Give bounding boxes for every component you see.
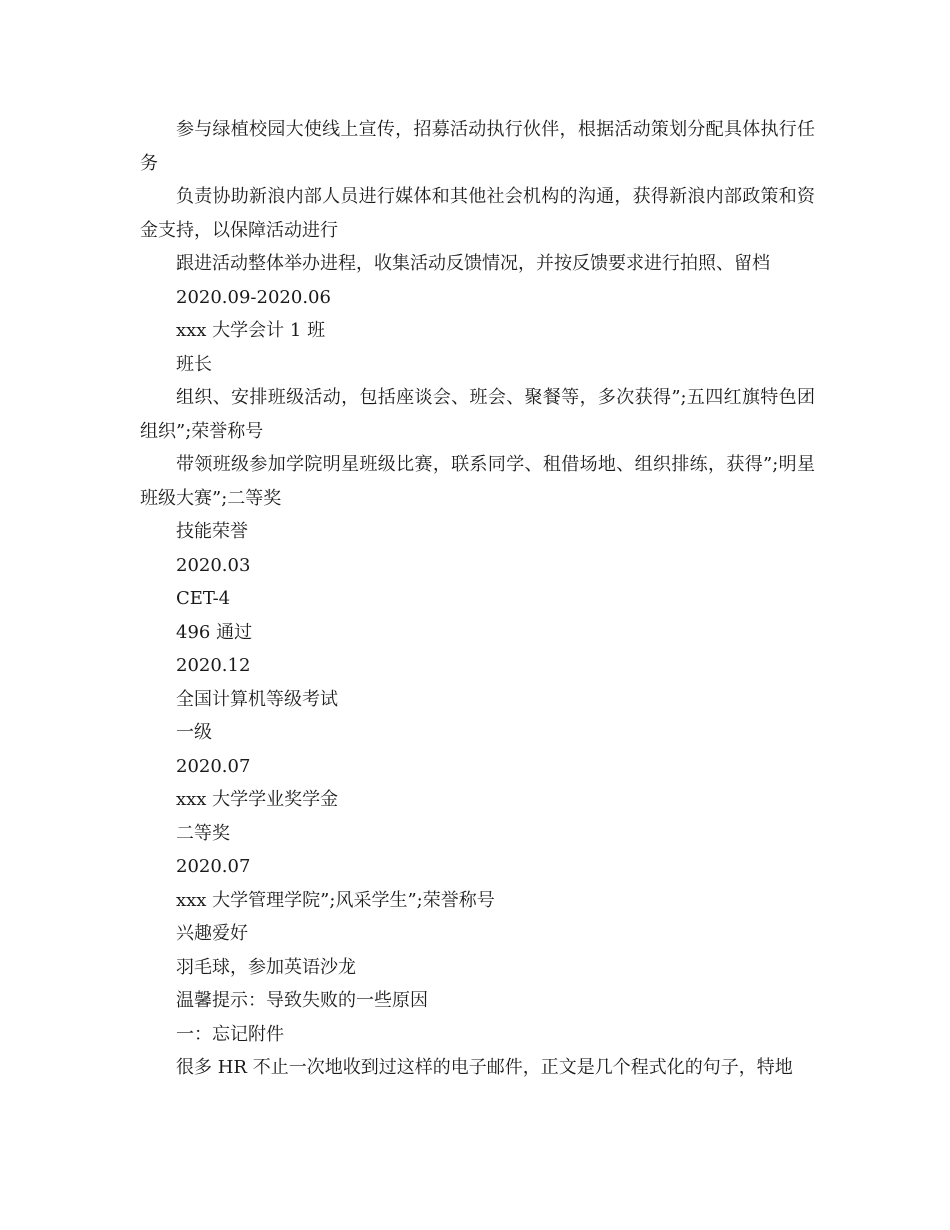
paragraph-3: 跟进活动整体举办进程，收集活动反馈情况，并按反馈要求进行拍照、留档	[176, 253, 770, 274]
paragraph-21: 兴趣爱好	[176, 923, 248, 944]
paragraph-5: xxx 大学会计 1 班	[176, 320, 326, 341]
paragraph-12: 496 通过	[176, 621, 253, 643]
paragraph-16: 2020.07	[176, 755, 251, 777]
paragraph-15: 一级	[176, 722, 212, 743]
paragraph-11: CET-4	[176, 588, 231, 609]
paragraph-10: 2020.03	[176, 554, 251, 576]
paragraph-25: 很多 HR 不止一次地收到过这样的电子邮件，正文是几个程式化的句子，特地	[176, 1057, 793, 1078]
paragraph-19: 2020.07	[176, 856, 251, 877]
paragraph-23: 温馨提示：导致失败的一些原因	[176, 990, 428, 1011]
paragraph-13: 2020.12	[176, 655, 251, 676]
paragraph-22: 羽毛球，参加英语沙龙	[176, 956, 356, 978]
paragraph-6: 班长	[176, 353, 212, 375]
paragraph-18: 二等奖	[176, 822, 230, 844]
paragraph-2: 负责协助新浪内部人员进行媒体和其他社会机构的沟通，获得新浪内部政策和资金支持，以保障活动进行	[140, 186, 815, 241]
paragraph-1: 参与绿植校园大使线上宣传，招募活动执行伙伴，根据活动策划分配具体执行任务	[140, 119, 815, 174]
paragraph-7: 组织、安排班级活动，包括座谈会、班会、聚餐等，多次获得”;五四红旗特色团组织”;荣誉称号	[140, 387, 815, 442]
paragraph-9: 技能荣誉	[176, 521, 248, 542]
paragraph-17: xxx 大学学业奖学金	[176, 789, 339, 810]
paragraph-24: 一：忘记附件	[176, 1023, 284, 1045]
paragraph-14: 全国计算机等级考试	[176, 688, 338, 710]
paragraph-8: 带领班级参加学院明星班级比赛，联系同学、租借场地、组织排练，获得”;明星班级大赛”;二等奖	[140, 454, 815, 509]
document-body	[140, 113, 815, 1085]
paragraph-20: xxx 大学管理学院”;风采学生”;荣誉称号	[176, 889, 495, 911]
paragraph-4: 2020.09-2020.06	[176, 286, 331, 308]
